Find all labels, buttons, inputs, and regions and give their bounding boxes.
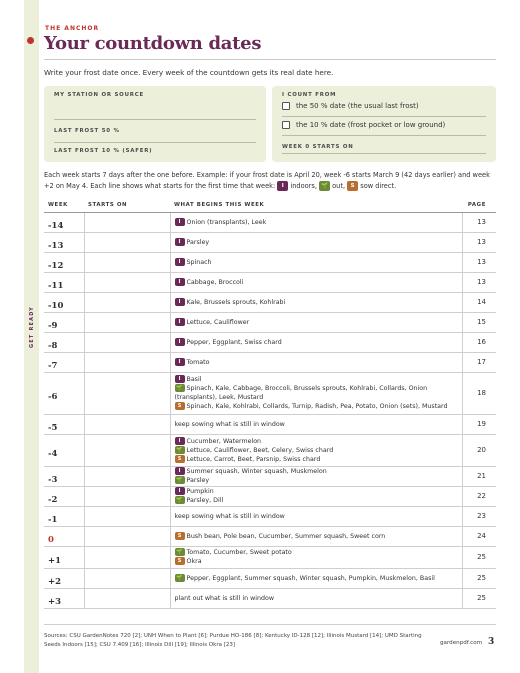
seedling-icon: 🌱 [176,446,183,453]
indoors-icon: I [175,358,185,366]
table-row [44,546,496,568]
table-row [44,232,496,252]
week-number: -12 [48,260,64,271]
begins-text: Okra [186,558,202,565]
title-divider [44,59,496,60]
begins-text: keep sowing what is still in window [174,512,285,520]
table-row [44,506,496,526]
begins-line [175,532,458,541]
week-cell [44,506,84,526]
last-frost-50-label: LAST FROST 50 % [54,128,120,134]
sources-text: Sources: CSU GardenNotes 720 [2]; UNH When to Plant [6]; Purdue HO-186 [8]; Kentucky ID-128 [12]; Illinois Mustard [14]; UMD Starting Seeds Indoors [15]; CSU 7.409 [16]; Illinois Dill [19]; Illinois Okra [23] [44,633,422,648]
countdown-table [44,199,496,609]
begins-line [175,446,458,455]
table-row [44,272,496,292]
begins-line [175,437,458,446]
seedling-icon: 🌱 [319,181,330,191]
begins-text: plant out what is still in window [174,594,275,602]
begins-line [175,402,458,411]
indoors-icon: I [175,218,185,226]
option-10-label: the 10 % date (frost pocket or low ground) [296,121,446,129]
option-50-checkbox[interactable] [282,102,290,110]
week0-write-line[interactable] [282,153,486,154]
what-begins-cell [170,466,462,486]
page-cell: 17 [462,352,496,372]
table-row [44,568,496,588]
begins-line [175,476,458,485]
begins-text: Pepper, Eggplant, Summer squash, Winter squash, Pumpkin, Muskmelon, Basil [186,574,435,582]
what-begins-cell [170,568,462,588]
sow-icon: S [175,402,185,410]
what-begins-cell [170,252,462,272]
table-row [44,588,496,608]
option-divider [282,116,486,117]
begins-line [175,218,458,227]
begins-line [175,455,458,464]
sow-icon: S [175,455,185,463]
starts-on-cell[interactable] [84,466,170,486]
week-cell [44,486,84,506]
what-begins-cell [170,414,462,434]
week-cell [44,588,84,608]
header-page: PAGE [462,199,496,212]
week0-label: WEEK 0 STARTS ON [282,144,354,150]
begins-text: Parsley [186,477,210,484]
week-cell [44,466,84,486]
begins-text: Cabbage, Broccoli [186,278,244,286]
begins-text: Pumpkin [186,488,214,495]
table-row [44,312,496,332]
week-cell [44,252,84,272]
begins-text: Spinach, Kale, Kohlrabi, Collards, Turnip, Radish, Pea, Potato, Onion (sets), Mustard [186,403,448,410]
table-row [44,434,496,466]
footer-divider [44,624,496,625]
week-cell [44,526,84,546]
starts-on-cell[interactable] [84,546,170,568]
begins-text: Onion (transplants), Leek [186,218,267,226]
what-begins-cell [170,232,462,252]
indoors-icon: I [175,318,185,326]
starts-on-cell[interactable] [84,372,170,414]
begins-line [175,393,458,402]
what-begins-cell [170,506,462,526]
starts-on-cell[interactable] [84,292,170,312]
starts-on-cell[interactable] [84,434,170,466]
begins-line [175,574,458,583]
begins-text: Pepper, Eggplant, Swiss chard [186,338,282,346]
seedling-icon: 🌱 [176,549,183,555]
begins-text: Summer squash, Winter squash, Muskmelon [186,468,327,475]
seedling-icon: 🌱 [176,385,183,391]
begins-line [175,467,458,476]
header-what-begins: WHAT BEGINS THIS WEEK [170,199,462,212]
page-cell: 25 [462,546,496,568]
starts-on-cell[interactable] [84,332,170,352]
page-cell: 22 [462,486,496,506]
header-week: WEEK [44,199,84,212]
week-number: -5 [48,422,58,433]
side-section-label: GET READY [29,306,35,349]
starts-on-cell[interactable] [84,526,170,546]
what-begins-cell [170,272,462,292]
page-cell: 13 [462,272,496,292]
page-cell: 13 [462,212,496,232]
sow-icon: S [175,557,185,565]
indoors-icon: I [175,298,185,306]
begins-line [175,384,458,393]
week-number: -4 [48,448,58,459]
week-number: -8 [48,340,58,351]
page-cell: 20 [462,434,496,466]
page-cell: 25 [462,588,496,608]
week-number: -11 [48,280,64,291]
what-begins-cell [170,312,462,332]
page-cell: 16 [462,332,496,352]
begins-line [175,375,458,384]
starts-on-cell[interactable] [84,272,170,292]
begins-line [175,557,458,566]
what-begins-cell [170,292,462,312]
starts-on-cell[interactable] [84,312,170,332]
starts-on-cell[interactable] [84,352,170,372]
begins-line [175,496,458,505]
begins-text: Lettuce, Carrot, Beet, Parsnip, Swiss chard [186,455,321,463]
intro-text: Write your frost date once. Every week of the countdown gets its real date here. [44,68,334,77]
starts-on-cell[interactable] [84,568,170,588]
begins-text: Lettuce, Cauliflower [186,318,250,326]
what-begins-cell [170,526,462,546]
week-cell [44,414,84,434]
page-cell: 24 [462,526,496,546]
page-cell: 21 [462,466,496,486]
what-begins-cell [170,352,462,372]
seedling-icon: 🌱 [176,497,183,503]
begins-text: (transplants), Leek, Mustard [174,394,264,401]
indoors-icon: I [175,238,185,246]
page-cell: 13 [462,252,496,272]
table-row [44,252,496,272]
table-row [44,414,496,434]
begins-text: Tomato, Cucumber, Sweet potato [186,549,292,556]
page-number: 3 [488,637,495,647]
table-row [44,486,496,506]
what-begins-cell [170,372,462,414]
option-10-checkbox[interactable] [282,121,290,129]
begins-text: Parsley [186,238,210,246]
table-row [44,352,496,372]
week-number: -14 [48,220,64,231]
table-row [44,526,496,546]
sow-icon: S [347,181,358,191]
week-cell [44,568,84,588]
begins-line [175,421,458,428]
eyebrow-label: THE ANCHOR [45,25,100,32]
indoors-icon: I [175,258,185,266]
what-begins-cell [170,486,462,506]
begins-text: Lettuce, Cauliflower, Beet, Celery, Swiss chard [186,446,334,454]
header-starts-on: STARTS ON [84,199,170,212]
page-cell: 19 [462,414,496,434]
count-from-label: I COUNT FROM [282,92,337,98]
last-frost-50-write-line[interactable] [54,142,256,143]
what-begins-cell [170,546,462,568]
week-cell [44,352,84,372]
table-row [44,212,496,232]
begins-line [175,358,458,367]
legend-note: Each week starts 7 days after the one before. Example: if your frost date is April 20, week -6 starts March 9 (42 days earlier) and week +2 on May 4. Each line shows what starts for the first time that week: I indoors, 🌱 out, S sow direct. [44,171,490,190]
table-row [44,332,496,352]
option-divider-2 [282,135,486,136]
begins-line [175,513,458,520]
begins-text: Kale, Brussels sprouts, Kohlrabi [186,298,286,306]
week-number: -10 [48,300,64,311]
table-row [44,466,496,486]
starts-on-cell[interactable] [84,232,170,252]
option-50-label: the 50 % date (the usual last frost) [296,102,419,110]
indoors-icon: I [175,437,185,445]
week-number: -9 [48,320,58,331]
page-cell: 25 [462,568,496,588]
week-number: -2 [48,494,58,505]
page-cell: 14 [462,292,496,312]
indoors-icon: I [175,375,185,383]
week-cell [44,292,84,312]
what-begins-cell [170,588,462,608]
week-number: +3 [48,596,62,607]
seedling-icon: 🌱 [176,477,183,483]
indoors-icon: I [175,278,185,286]
begins-line [175,298,458,307]
table-body [44,212,496,608]
red-dot-marker [27,37,34,44]
page-cell: 18 [462,372,496,414]
what-begins-cell [170,212,462,232]
indoors-icon: I [277,181,288,191]
begins-line [175,278,458,287]
week-number: -6 [48,391,58,402]
week-cell [44,372,84,414]
begins-text: Spinach [186,258,212,266]
week-cell [44,212,84,232]
week-cell [44,434,84,466]
page-cell: 15 [462,312,496,332]
sow-icon: S [175,532,185,540]
starts-on-cell[interactable] [84,588,170,608]
begins-line [175,595,458,602]
begins-text: Bush bean, Pole bean, Cucumber, Summer squash, Sweet corn [186,532,386,540]
station-label: MY STATION OR SOURCE [54,92,144,98]
station-write-line[interactable] [54,119,256,120]
seedling-icon: 🌱 [176,574,183,581]
week-number: -1 [48,514,58,525]
begins-text: keep sowing what is still in window [174,420,285,428]
page-cell: 13 [462,232,496,252]
begins-text: Basil [186,376,202,383]
option-10-row[interactable] [282,121,445,129]
week-cell [44,312,84,332]
begins-line [175,487,458,496]
week-cell [44,232,84,252]
begins-line [175,258,458,267]
count-from-form [272,86,496,162]
option-50-row[interactable] [282,102,419,110]
page-title: Your countdown dates [44,33,262,54]
week-number: +2 [48,576,62,587]
last-frost-10-label: LAST FROST 10 % (SAFER) [54,148,153,154]
starts-on-cell[interactable] [84,252,170,272]
begins-line [175,548,458,557]
week-number: -3 [48,474,58,485]
week-cell [44,332,84,352]
week-number: 0 [48,534,54,545]
week-cell [44,272,84,292]
starts-on-cell[interactable] [84,212,170,232]
begins-line [175,318,458,327]
begins-text: Cucumber, Watermelon [186,437,262,445]
week-cell [44,546,84,568]
begins-text: Spinach, Kale, Cabbage, Broccoli, Brussels sprouts, Kohlrabi, Collards, Onion [186,385,428,392]
starts-on-cell[interactable] [84,486,170,506]
table-row [44,292,496,312]
indoors-icon: I [175,467,185,475]
week-number: -13 [48,240,64,251]
week-number: -7 [48,360,58,371]
frost-date-form [44,86,266,162]
starts-on-cell[interactable] [84,506,170,526]
week-number: +1 [48,555,62,566]
begins-text: Parsley, Dill [186,497,224,504]
page-cell: 23 [462,506,496,526]
site-url: gardenpdf.com [440,640,483,646]
starts-on-cell[interactable] [84,414,170,434]
indoors-icon: I [175,487,185,495]
table-row [44,372,496,414]
what-begins-cell [170,332,462,352]
begins-text: Tomato [186,358,210,366]
indoors-icon: I [175,338,185,346]
table-header-row [44,199,496,212]
begins-line [175,238,458,247]
begins-line [175,338,458,347]
what-begins-cell [170,434,462,466]
